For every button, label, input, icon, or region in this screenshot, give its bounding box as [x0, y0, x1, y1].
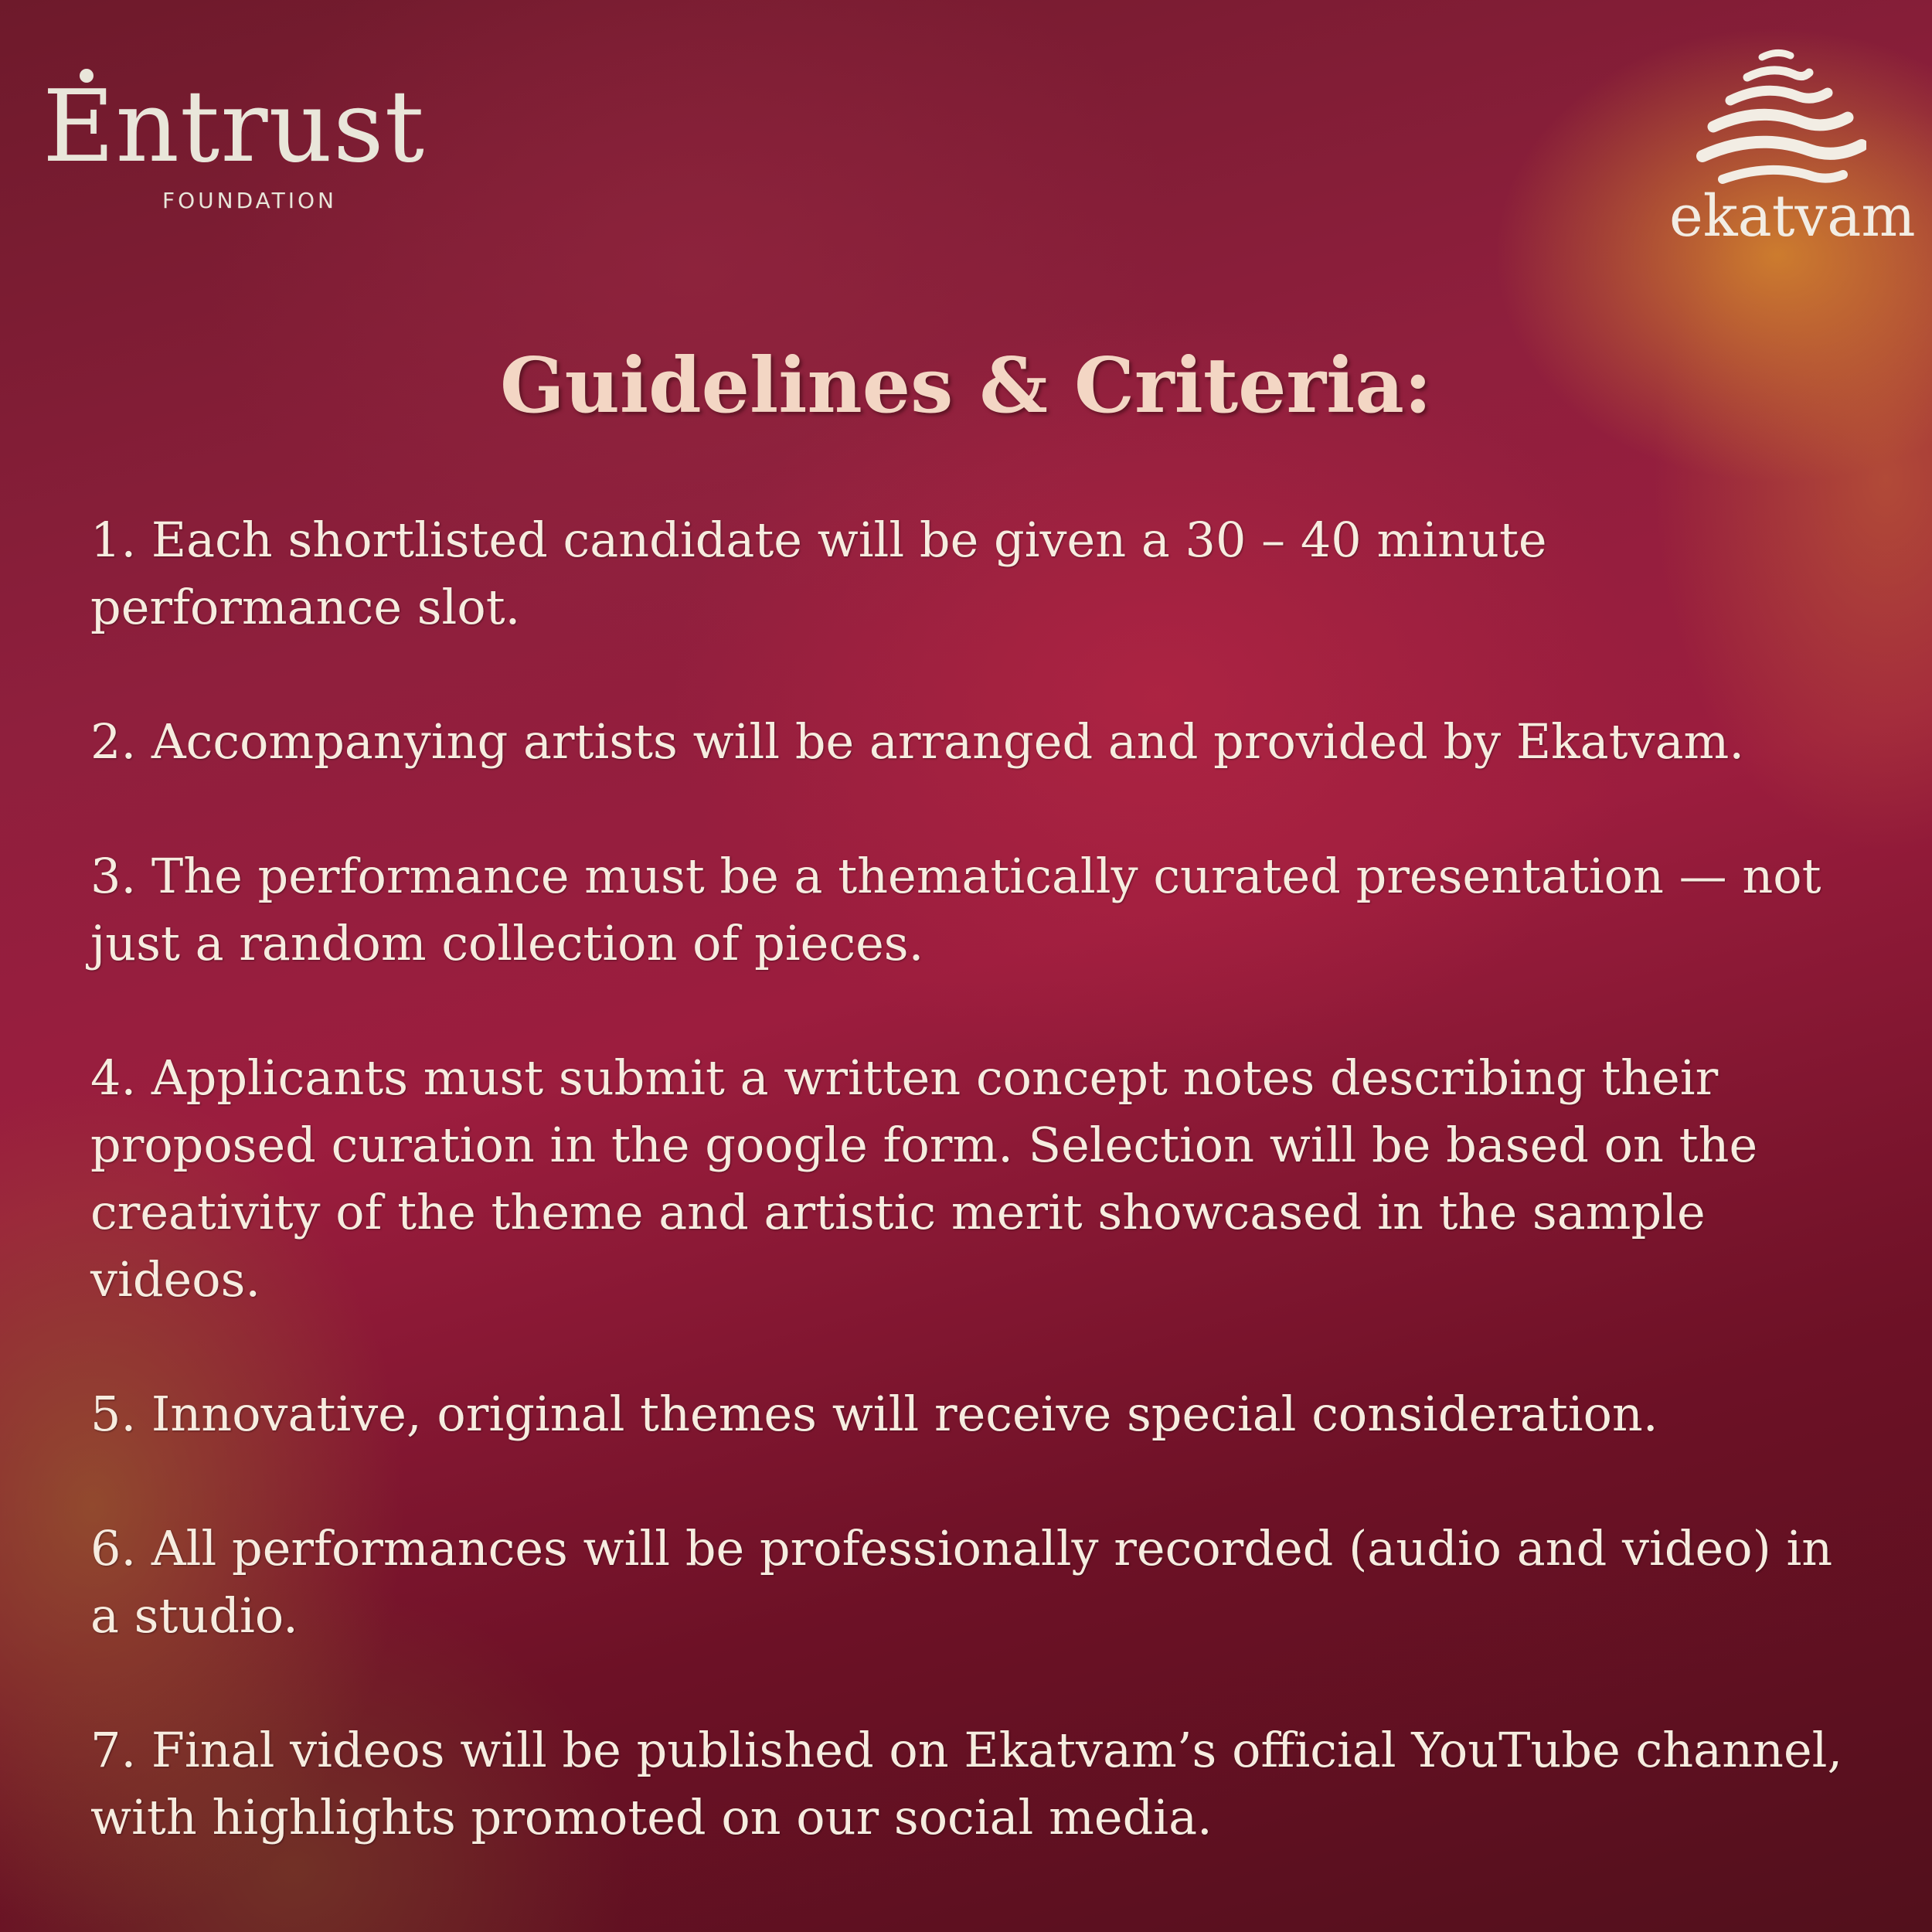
- list-item: 5. Innovative, original themes will receive special consideration.: [90, 1386, 1658, 1442]
- ekatvam-logo: [1662, 46, 1916, 255]
- entrust-foundation-logo: [43, 66, 444, 213]
- list-item: 6. All performances will be professionally recorded (audio and video) in a studio.: [90, 1520, 1833, 1644]
- list-item: 1. Each shortlisted candidate will be given a 30 – 40 minute performance slot.: [90, 512, 1547, 635]
- wave-lines-icon: [1696, 46, 1866, 189]
- entrust-wordmark: Entrust: [43, 70, 426, 185]
- list-item: 7. Final videos will be published on Ekatvam’s official YouTube channel, with highlights promoted on our social media.: [90, 1722, 1843, 1845]
- ekatvam-wordmark: ekatvam: [1669, 183, 1916, 250]
- entrust-subtitle: FOUNDATION: [162, 188, 337, 213]
- list-item: 4. Applicants must submit a written concept notes describing their proposed curation in the google form. Selection will be based on the creativity of the theme and artistic merit showcased in the sample videos.: [90, 1049, 1758, 1308]
- page-title: Guidelines & Criteria:: [499, 342, 1432, 430]
- list-item: 2. Accompanying artists will be arranged and provided by Ekatvam.: [90, 713, 1745, 770]
- guidelines-list: [90, 506, 1860, 1918]
- list-item: 3. The performance must be a thematically curated presentation — not just a random collection of pieces.: [90, 848, 1821, 971]
